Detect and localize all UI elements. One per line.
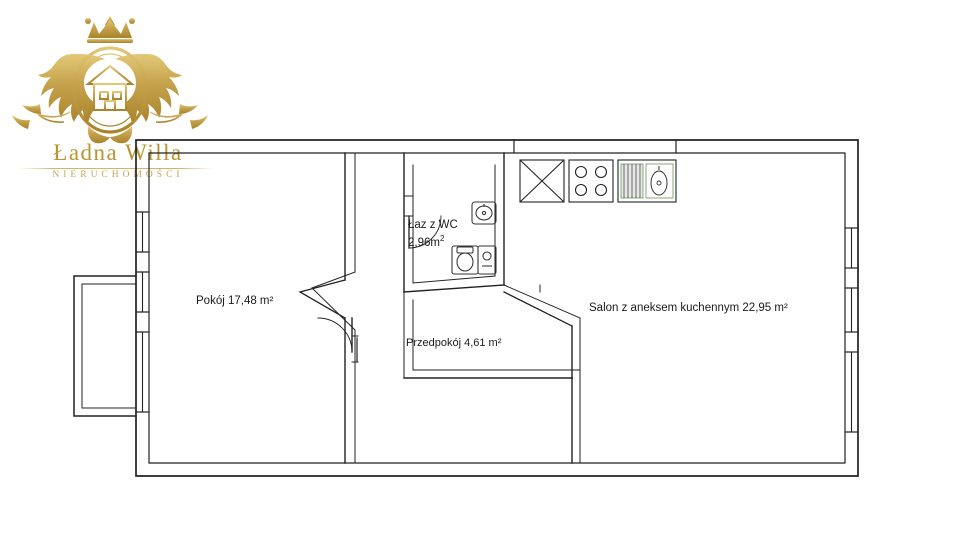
room-label-bathroom-name: Łaz z WC <box>408 219 458 231</box>
room-label-salon: Salon z aneksem kuchennym 22,95 m² <box>589 302 788 314</box>
washbasin-symbol <box>478 246 496 274</box>
kitchen-sink-symbol <box>618 160 676 202</box>
brand-name: Ładna Willa <box>53 140 183 165</box>
room-label-bathroom-area: $2,96m^2$ <box>408 233 445 249</box>
room-label-bathroom <box>408 218 458 251</box>
room-label-przedpokoj: Przedpokój 4,61 m² <box>406 337 502 349</box>
brand-subtitle: NIERUCHOMOŚCI <box>52 170 184 181</box>
room-label-pokoj: Pokój 17,48 m² <box>196 295 274 307</box>
cooktop-symbol <box>569 160 613 202</box>
washbasin-symbol <box>472 202 496 224</box>
